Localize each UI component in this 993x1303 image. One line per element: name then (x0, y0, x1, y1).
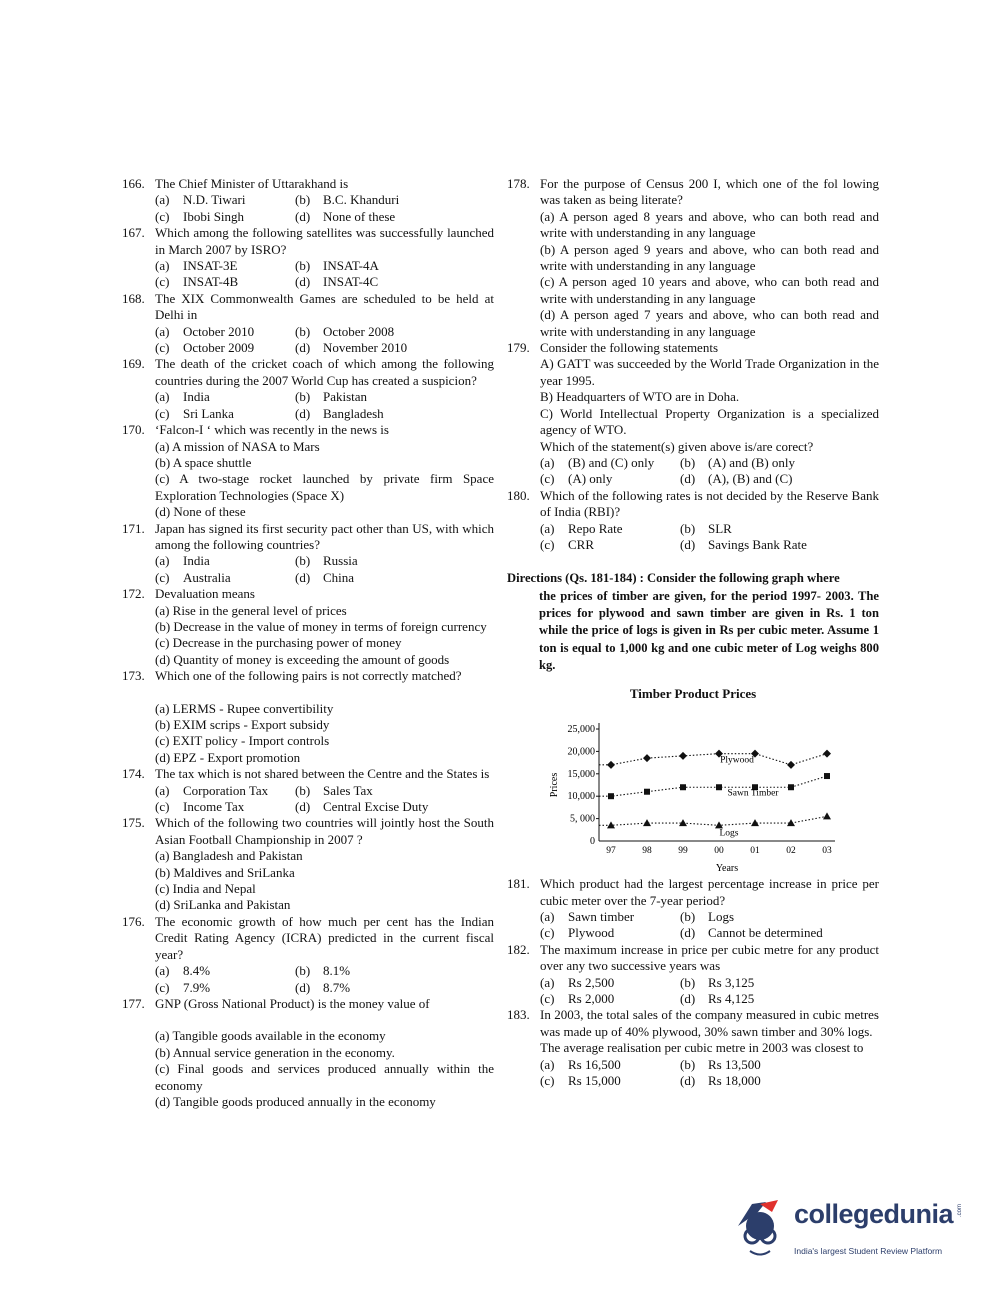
option (155, 209, 295, 225)
x-axis-label: Years (715, 862, 739, 874)
option-letter: (a) (155, 553, 170, 569)
option (680, 975, 879, 991)
option-letter: (d) (680, 1073, 696, 1088)
option-text: Rs 15,000 (568, 1073, 621, 1088)
option-text: Sri Lanka (183, 405, 234, 421)
option (295, 799, 494, 815)
option-text: N.D. Tiwari (183, 192, 246, 208)
question-number: 174. (122, 766, 145, 782)
option-line: Which of the statement(s) given above is/are corect? (540, 438, 814, 454)
option (155, 553, 295, 569)
options-grid (540, 455, 879, 488)
option-text: Corporation Tax (183, 782, 269, 798)
option-text: CRR (568, 536, 595, 552)
sawn-timber-point (824, 773, 830, 779)
y-tick-label: 20,000 (567, 745, 595, 757)
collegedunia-logo[interactable] (730, 1196, 963, 1266)
question (507, 176, 879, 340)
option-text: Rs 16,500 (568, 1056, 621, 1072)
option-letter: (c) (155, 569, 170, 585)
option-text: Logs (708, 908, 734, 924)
option-text: Savings Bank Rate (708, 536, 807, 552)
plywood-point (679, 751, 687, 759)
question (507, 876, 879, 942)
options-grid (540, 909, 879, 942)
option-letter: (d) (680, 990, 696, 1006)
option-letter: (b) (295, 258, 311, 274)
option-letter: (a) (540, 520, 555, 536)
question (122, 422, 494, 520)
option (295, 389, 494, 405)
option-text: Repo Rate (568, 520, 623, 536)
question (122, 914, 494, 996)
option-letter: (d) (680, 925, 696, 941)
question (122, 586, 494, 668)
option-text: 7.9% (183, 979, 211, 995)
series-label: Logs (719, 828, 739, 839)
option (155, 389, 295, 405)
x-tick-label: 98 (642, 845, 652, 856)
option-line: (c) India and Nepal (155, 881, 256, 897)
option-letter: (b) (295, 389, 311, 405)
option-letter: (a) (540, 908, 555, 924)
option-text: SLR (708, 520, 732, 536)
question-number: 171. (122, 520, 145, 536)
option (295, 963, 494, 979)
option-letter: (a) (540, 454, 555, 470)
question-number: 176. (122, 913, 145, 929)
question (507, 488, 879, 554)
option-line: (a) A person aged 8 years and above, who can both read and write with understanding in any language (540, 208, 879, 241)
logs-point (823, 812, 831, 819)
question-text: In 2003, the total sales of the company measured in cubic metres was made up of 40% plywood, 30% sawn timber and 30% logs. (540, 1007, 879, 1039)
question-text: Which product had the largest percentage increase in price per cubic meter over the 7-year period? (540, 876, 879, 908)
option-text: October 2009 (183, 340, 255, 356)
chart-title: Timber Product Prices (629, 686, 757, 702)
option-text: Rs 13,500 (708, 1056, 761, 1072)
option (680, 925, 879, 941)
options-grid (155, 963, 494, 996)
option (295, 324, 494, 340)
timber-chart (507, 686, 879, 876)
option (155, 980, 295, 996)
question-number: 169. (122, 356, 145, 372)
option-line: (d) Quantity of money is exceeding the amount of goods (155, 651, 450, 667)
option-line: (c) Final goods and services produced annually within the economy (155, 1061, 494, 1093)
option (540, 537, 680, 553)
option-text: Income Tax (183, 799, 245, 815)
options-grid (540, 1057, 879, 1090)
y-tick-label: 0 (590, 835, 595, 847)
option-text: Cannot be determined (708, 925, 823, 941)
options-grid (155, 389, 494, 422)
options-grid (540, 521, 879, 554)
x-tick-label: 03 (822, 845, 832, 856)
directions-label: Directions (Qs. 181-184) : (507, 571, 644, 586)
question-text: Which of the following rates is not decided by the Reserve Bank of India (RBI)? (540, 487, 879, 520)
option-text: None of these (323, 208, 396, 224)
question-text: Which one of the following pairs is not correctly matched? (155, 668, 462, 684)
option (680, 991, 879, 1007)
x-tick-label: 01 (750, 845, 760, 856)
plywood-point (823, 749, 831, 757)
series-label: Sawn Timber (727, 787, 779, 798)
option-text: India (183, 389, 210, 405)
question-text: ‘Falcon-I ‘ which was recently in the news is (155, 422, 389, 438)
option-text: (A), (B) and (C) (708, 471, 793, 487)
option-letter: (b) (295, 553, 311, 569)
question-extra: The average realisation per cubic metre in 2003 was closest to (540, 1040, 864, 1056)
option (155, 783, 295, 799)
option-line: (c) A two-stage rocket launched by private firm Space Exploration Technologies (Space X) (155, 471, 494, 503)
option (295, 980, 494, 996)
option-text: November 2010 (323, 340, 408, 356)
option (295, 783, 494, 799)
question (122, 668, 494, 766)
option-letter: (b) (680, 908, 696, 924)
option-letter: (a) (155, 323, 170, 339)
option-line: (a) Tangible goods available in the economy (155, 1028, 386, 1044)
option-letter: (a) (540, 974, 555, 990)
question-number: 170. (122, 422, 145, 438)
logs-point (643, 819, 651, 826)
option (155, 258, 295, 274)
question (507, 942, 879, 1008)
question-text: Consider the following statements (540, 340, 719, 356)
question-text: The death of the cricket coach of which among the following countries during the 2007 World Cup has created a suspicion? (155, 356, 494, 388)
option-text: Rs 2,500 (568, 974, 615, 990)
chart-svg (507, 709, 879, 879)
option-text: Bangladesh (323, 405, 384, 421)
option-letter: (d) (295, 340, 311, 356)
option (540, 991, 680, 1007)
y-tick-label: 25,000 (567, 723, 595, 735)
option-text: October 2010 (183, 323, 255, 339)
option-text: (A) only (568, 471, 613, 487)
sawn-timber-point (716, 784, 722, 790)
option-line: (b) Maldives and SriLanka (155, 864, 295, 880)
option-letter: (c) (155, 405, 170, 421)
sawn-timber-point (680, 784, 686, 790)
left-column (122, 176, 494, 1110)
option-text: INSAT-4A (323, 258, 379, 274)
option (155, 324, 295, 340)
question-number: 166. (122, 176, 145, 191)
option (155, 963, 295, 979)
option-letter: (a) (155, 389, 170, 405)
option-letter: (a) (540, 1056, 555, 1072)
option-line: (b) EXIM scrips - Export subsidy (155, 717, 330, 732)
option-letter: (d) (680, 471, 696, 487)
option-line: (b) A space shuttle (155, 454, 252, 470)
option-line: (d) None of these (155, 504, 246, 520)
question-number: 168. (122, 290, 145, 306)
question-number: 179. (507, 340, 530, 356)
option-text: INSAT-4B (183, 274, 239, 290)
option-text: B.C. Khanduri (323, 192, 400, 208)
option (680, 521, 879, 537)
option-line: (b) Decrease in the value of money in terms of foreign currency (155, 618, 487, 634)
question-number: 182. (507, 941, 530, 957)
option-text: India (183, 553, 210, 569)
question-number: 181. (507, 876, 530, 892)
option-line: C) World Intellectual Property Organization is a specialized agency of WTO. (540, 405, 879, 438)
option (680, 1057, 879, 1073)
option-line: (c) Decrease in the purchasing power of money (155, 635, 402, 651)
directions-first-line: Consider the following graph where (647, 571, 840, 586)
option (295, 209, 494, 225)
logs-point (751, 819, 759, 826)
directions (507, 570, 879, 674)
options-grid (155, 192, 494, 225)
question-number: 167. (122, 225, 145, 241)
option-text: Sales Tax (323, 782, 373, 798)
option-letter: (d) (295, 208, 311, 224)
question-text: Which among the following satellites was successfully launched in March 2007 by ISRO? (155, 225, 494, 257)
option-letter: (d) (295, 405, 311, 421)
option-letter: (a) (155, 963, 170, 979)
question-number: 173. (122, 668, 145, 684)
right-questions-top (507, 176, 879, 553)
option-text: (A) and (B) only (708, 454, 796, 470)
option (155, 274, 295, 290)
option-letter: (b) (295, 323, 311, 339)
plywood-point (787, 760, 795, 768)
option (540, 909, 680, 925)
option-letter: (a) (155, 258, 170, 274)
option-letter: (d) (680, 536, 696, 552)
logo-com: .com (957, 1203, 963, 1217)
spacer (155, 1012, 494, 1028)
option (155, 340, 295, 356)
option-letter: (c) (155, 340, 170, 356)
right-questions-bottom (507, 876, 879, 1089)
option-letter: (c) (155, 799, 170, 815)
option (540, 455, 680, 471)
question-number: 180. (507, 487, 530, 503)
question (122, 291, 494, 357)
option (680, 471, 879, 487)
question (122, 521, 494, 587)
question (122, 225, 494, 291)
question-number: 177. (122, 995, 145, 1011)
option-letter: (b) (680, 974, 696, 990)
option-letter: (c) (540, 990, 555, 1006)
option-letter: (c) (155, 274, 170, 290)
option-line: (d) A person aged 7 years and above, who can both read and write with understanding in any language (540, 307, 879, 339)
option-line: (d) EPZ - Export promotion (155, 749, 301, 765)
question-text: The tax which is not shared between the Centre and the States is (155, 766, 490, 782)
options-grid (155, 258, 494, 291)
option-text: October 2008 (323, 323, 395, 339)
option-letter: (c) (155, 208, 170, 224)
x-tick-label: 99 (678, 845, 688, 856)
plywood-point (607, 760, 615, 768)
option-line: B) Headquarters of WTO are in Doha. (540, 389, 740, 405)
question-number: 178. (507, 176, 530, 191)
option (155, 192, 295, 208)
question-text: The Chief Minister of Uttarakhand is (155, 176, 349, 191)
right-column (507, 176, 879, 1089)
option-text: Rs 3,125 (708, 974, 755, 990)
sawn-timber-point (788, 784, 794, 790)
option (680, 537, 879, 553)
option (540, 1073, 680, 1089)
option (680, 909, 879, 925)
question-text: The economic growth of how much per cent has the Indian Credit Rating Agency (ICRA) predicted in the current fiscal year? (155, 913, 494, 962)
option (540, 1057, 680, 1073)
option-text: Central Excise Duty (323, 799, 429, 815)
option-text: Sawn timber (568, 908, 635, 924)
logo-name: collegedunia (794, 1199, 954, 1229)
option-text: Plywood (568, 925, 615, 941)
option (540, 521, 680, 537)
option-letter: (c) (155, 979, 170, 995)
question (122, 996, 494, 1110)
option-letter: (d) (295, 274, 311, 290)
option-letter: (c) (540, 925, 555, 941)
sawn-timber-point (608, 793, 614, 799)
option-letter: (b) (295, 192, 311, 208)
options-grid (155, 553, 494, 586)
option-text: Rs 18,000 (708, 1073, 761, 1088)
question (122, 766, 494, 815)
option (540, 471, 680, 487)
option-letter: (d) (295, 979, 311, 995)
question (122, 356, 494, 422)
option-line: (a) Bangladesh and Pakistan (155, 848, 303, 864)
question-text: The maximum increase in price per cubic metre for any product over any two successive years was (540, 941, 879, 974)
question-text: Japan has signed its first security pact other than US, with which among the following countries? (155, 520, 494, 552)
option-text: 8.4% (183, 963, 211, 979)
y-tick-label: 15,000 (567, 768, 595, 780)
option-line: (c) A person aged 10 years and above, who can both read and write with understanding in any language (540, 274, 879, 306)
option-text: (B) and (C) only (568, 454, 655, 470)
option-line: (d) SriLanka and Pakistan (155, 897, 291, 913)
plywood-point (643, 754, 651, 762)
option-text: China (323, 569, 355, 585)
question (122, 815, 494, 913)
option-line: (b) Annual service generation in the economy. (155, 1044, 395, 1060)
options-grid (540, 975, 879, 1008)
option-letter: (b) (680, 454, 696, 470)
option-letter: (d) (295, 799, 311, 815)
option-text: Rs 4,125 (708, 990, 755, 1006)
option (155, 570, 295, 586)
question-text: Devaluation means (155, 586, 255, 602)
option (680, 1073, 879, 1089)
option (295, 570, 494, 586)
question-text: Which of the following two countries will jointly host the South Asian Football Championship in 2007 ? (155, 815, 494, 847)
logo-tagline: India's largest Student Review Platform (794, 1246, 943, 1256)
option-line: A) GATT was succeeded by the World Trade Organization in the year 1995. (540, 356, 879, 388)
option (295, 340, 494, 356)
option-letter: (d) (295, 569, 311, 585)
option (295, 553, 494, 569)
option-line: (b) A person aged 9 years and above, who can both read and write with understanding in any language (540, 241, 879, 274)
option-letter: (c) (540, 536, 555, 552)
options-grid (155, 324, 494, 357)
options-grid (155, 783, 494, 816)
spacer (155, 685, 494, 701)
option (155, 406, 295, 422)
question-number: 183. (507, 1007, 530, 1023)
question (507, 1007, 879, 1089)
question-number: 175. (122, 815, 145, 831)
x-tick-label: 02 (786, 845, 796, 856)
question (122, 176, 494, 225)
option-line: (c) EXIT policy - Import controls (155, 733, 330, 749)
option (295, 274, 494, 290)
option (155, 799, 295, 815)
option-letter: (b) (295, 963, 311, 979)
option-letter: (b) (295, 782, 311, 798)
y-tick-label: 10,000 (567, 790, 595, 802)
mascot-icon (730, 1196, 792, 1266)
option-letter: (b) (680, 1056, 696, 1072)
option-text: Australia (183, 569, 231, 585)
question-number: 172. (122, 586, 145, 602)
option-text: Pakistan (323, 389, 368, 405)
option-text: INSAT-4C (323, 274, 379, 290)
question-text: GNP (Gross National Product) is the money value of (155, 995, 430, 1011)
option (295, 406, 494, 422)
option-letter: (a) (155, 192, 170, 208)
question (507, 340, 879, 488)
option-text: Russia (323, 553, 358, 569)
y-axis-label: Prices (549, 772, 560, 797)
option (680, 455, 879, 471)
option-text: Rs 2,000 (568, 990, 615, 1006)
option-letter: (c) (540, 1073, 555, 1088)
option-letter: (a) (155, 782, 170, 798)
option-line: (a) LERMS - Rupee convertibility (155, 700, 334, 716)
option (295, 258, 494, 274)
option-line: (d) Tangible goods produced annually in the economy (155, 1093, 436, 1109)
question-text: For the purpose of Census 200 I, which one of the fol lowing was taken as being literate? (540, 176, 879, 208)
y-tick-label: 5, 000 (570, 813, 595, 825)
option-text: INSAT-3E (183, 258, 238, 274)
option-line: (a) A mission of NASA to Mars (155, 438, 320, 454)
option-letter: (b) (680, 520, 696, 536)
option-letter: (c) (540, 471, 555, 487)
option (540, 925, 680, 941)
x-tick-label: 97 (606, 845, 616, 856)
x-tick-label: 00 (714, 845, 724, 856)
option-text: 8.1% (323, 963, 351, 979)
option (295, 192, 494, 208)
option (540, 975, 680, 991)
sawn-timber-point (644, 788, 650, 794)
option-line: (a) Rise in the general level of prices (155, 602, 347, 618)
directions-body: the prices of timber are given, for the period 1997- 2003. The prices for plywood and sawn timber are given in Rs. 1 ton while the price of logs is given in Rs per cubic meter. Assume 1 ton is equal to 1,000 kg and one cubic meter of Log weighs 800 kg. (539, 588, 879, 672)
option-text: Ibobi Singh (183, 208, 245, 224)
option-text: 8.7% (323, 979, 351, 995)
question-text: The XIX Commonwealth Games are scheduled to be held at Delhi in (155, 290, 494, 323)
series-label: Plywood (720, 755, 754, 766)
